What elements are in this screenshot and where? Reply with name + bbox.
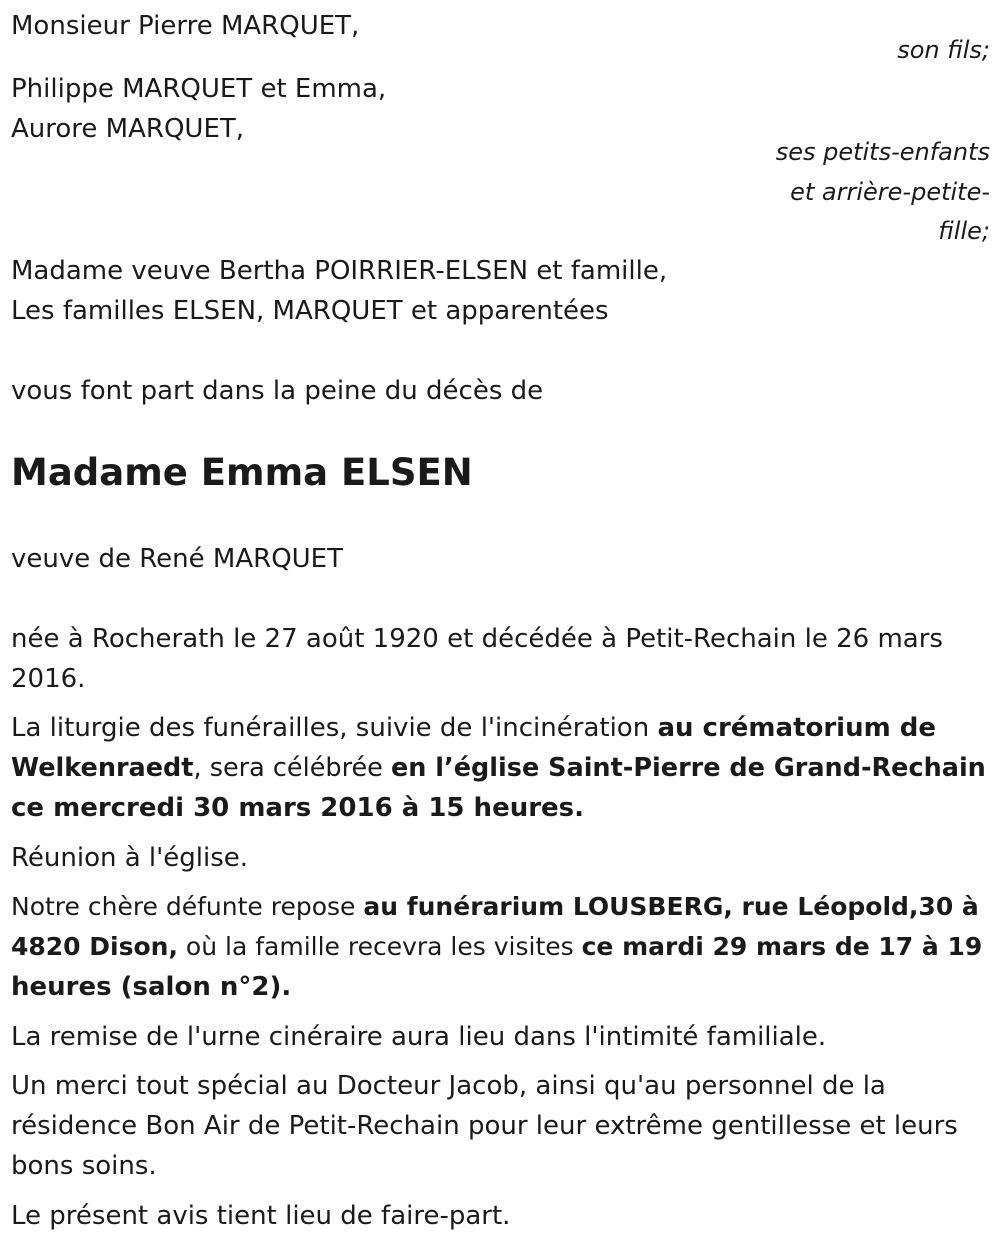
crematorium-city: Welkenraedt <box>11 753 194 783</box>
thanks-line-2: résidence Bon Air de Petit-Rechain pour leur extrême gentillesse et leurs <box>11 1111 958 1141</box>
closing: Le présent avis tient lieu de faire-part. <box>11 1201 511 1231</box>
crematorium: au crématorium de <box>657 713 936 743</box>
visit-hours: heures (salon n°2). <box>11 972 292 1002</box>
widow-of: veuve de René MARQUET <box>11 544 343 574</box>
funeral-line-3 <box>11 788 584 828</box>
announcement: vous font part dans la peine du décès de <box>11 376 544 406</box>
grandchild-1: Philippe MARQUET et Emma, <box>11 74 387 104</box>
birth-death-line-2: 2016. <box>11 664 86 694</box>
funeral-text: La liturgie des funérailles, suivie de l'incinération <box>11 713 658 743</box>
rest-line-1 <box>11 887 979 927</box>
visit-date: ce mardi 29 mars de 17 à 19 <box>581 932 983 961</box>
rest-text: où la famille recevra les visites <box>177 932 582 961</box>
rest-line-3 <box>11 967 291 1007</box>
grandchildren-role-1: ses petits-enfants <box>775 138 990 166</box>
rest-text: Notre chère défunte repose <box>11 892 364 921</box>
thanks-line-1: Un merci tout spécial au Docteur Jacob, ainsi qu'au personnel de la <box>11 1071 886 1101</box>
son-role: son fils; <box>897 36 990 64</box>
funerarium: au funérarium LOUSBERG, rue Léopold,30 à <box>363 892 979 921</box>
son-name: Monsieur Pierre MARQUET, <box>11 11 360 41</box>
grandchildren-role-2: et arrière-petite- <box>790 178 990 206</box>
grandchild-2: Aurore MARQUET, <box>11 114 245 144</box>
urn: La remise de l'urne cinéraire aura lieu dans l'intimité familiale. <box>11 1022 827 1052</box>
rest-line-2 <box>11 927 982 967</box>
deceased-name: Madame Emma ELSEN <box>11 451 473 494</box>
other-family-2: Les familles ELSEN, MARQUET et apparentées <box>11 296 609 326</box>
other-family-1: Madame veuve Bertha POIRRIER-ELSEN et famille, <box>11 256 668 286</box>
funeral-line-1 <box>11 708 936 748</box>
grandchildren-role-3: fille; <box>938 217 990 245</box>
meeting: Réunion à l'église. <box>11 843 249 873</box>
birth-death-line-1: née à Rocherath le 27 août 1920 et décédée à Petit-Rechain le 26 mars <box>11 624 943 654</box>
church: en l’église Saint-Pierre de Grand-Rechain <box>390 753 986 783</box>
thanks-line-3: bons soins. <box>11 1151 157 1181</box>
funerarium-city: 4820 Dison, <box>11 932 178 961</box>
funeral-text: , sera célébrée <box>193 753 391 783</box>
funeral-line-2 <box>11 748 986 788</box>
funeral-date: ce mercredi 30 mars 2016 à 15 heures. <box>11 793 585 823</box>
